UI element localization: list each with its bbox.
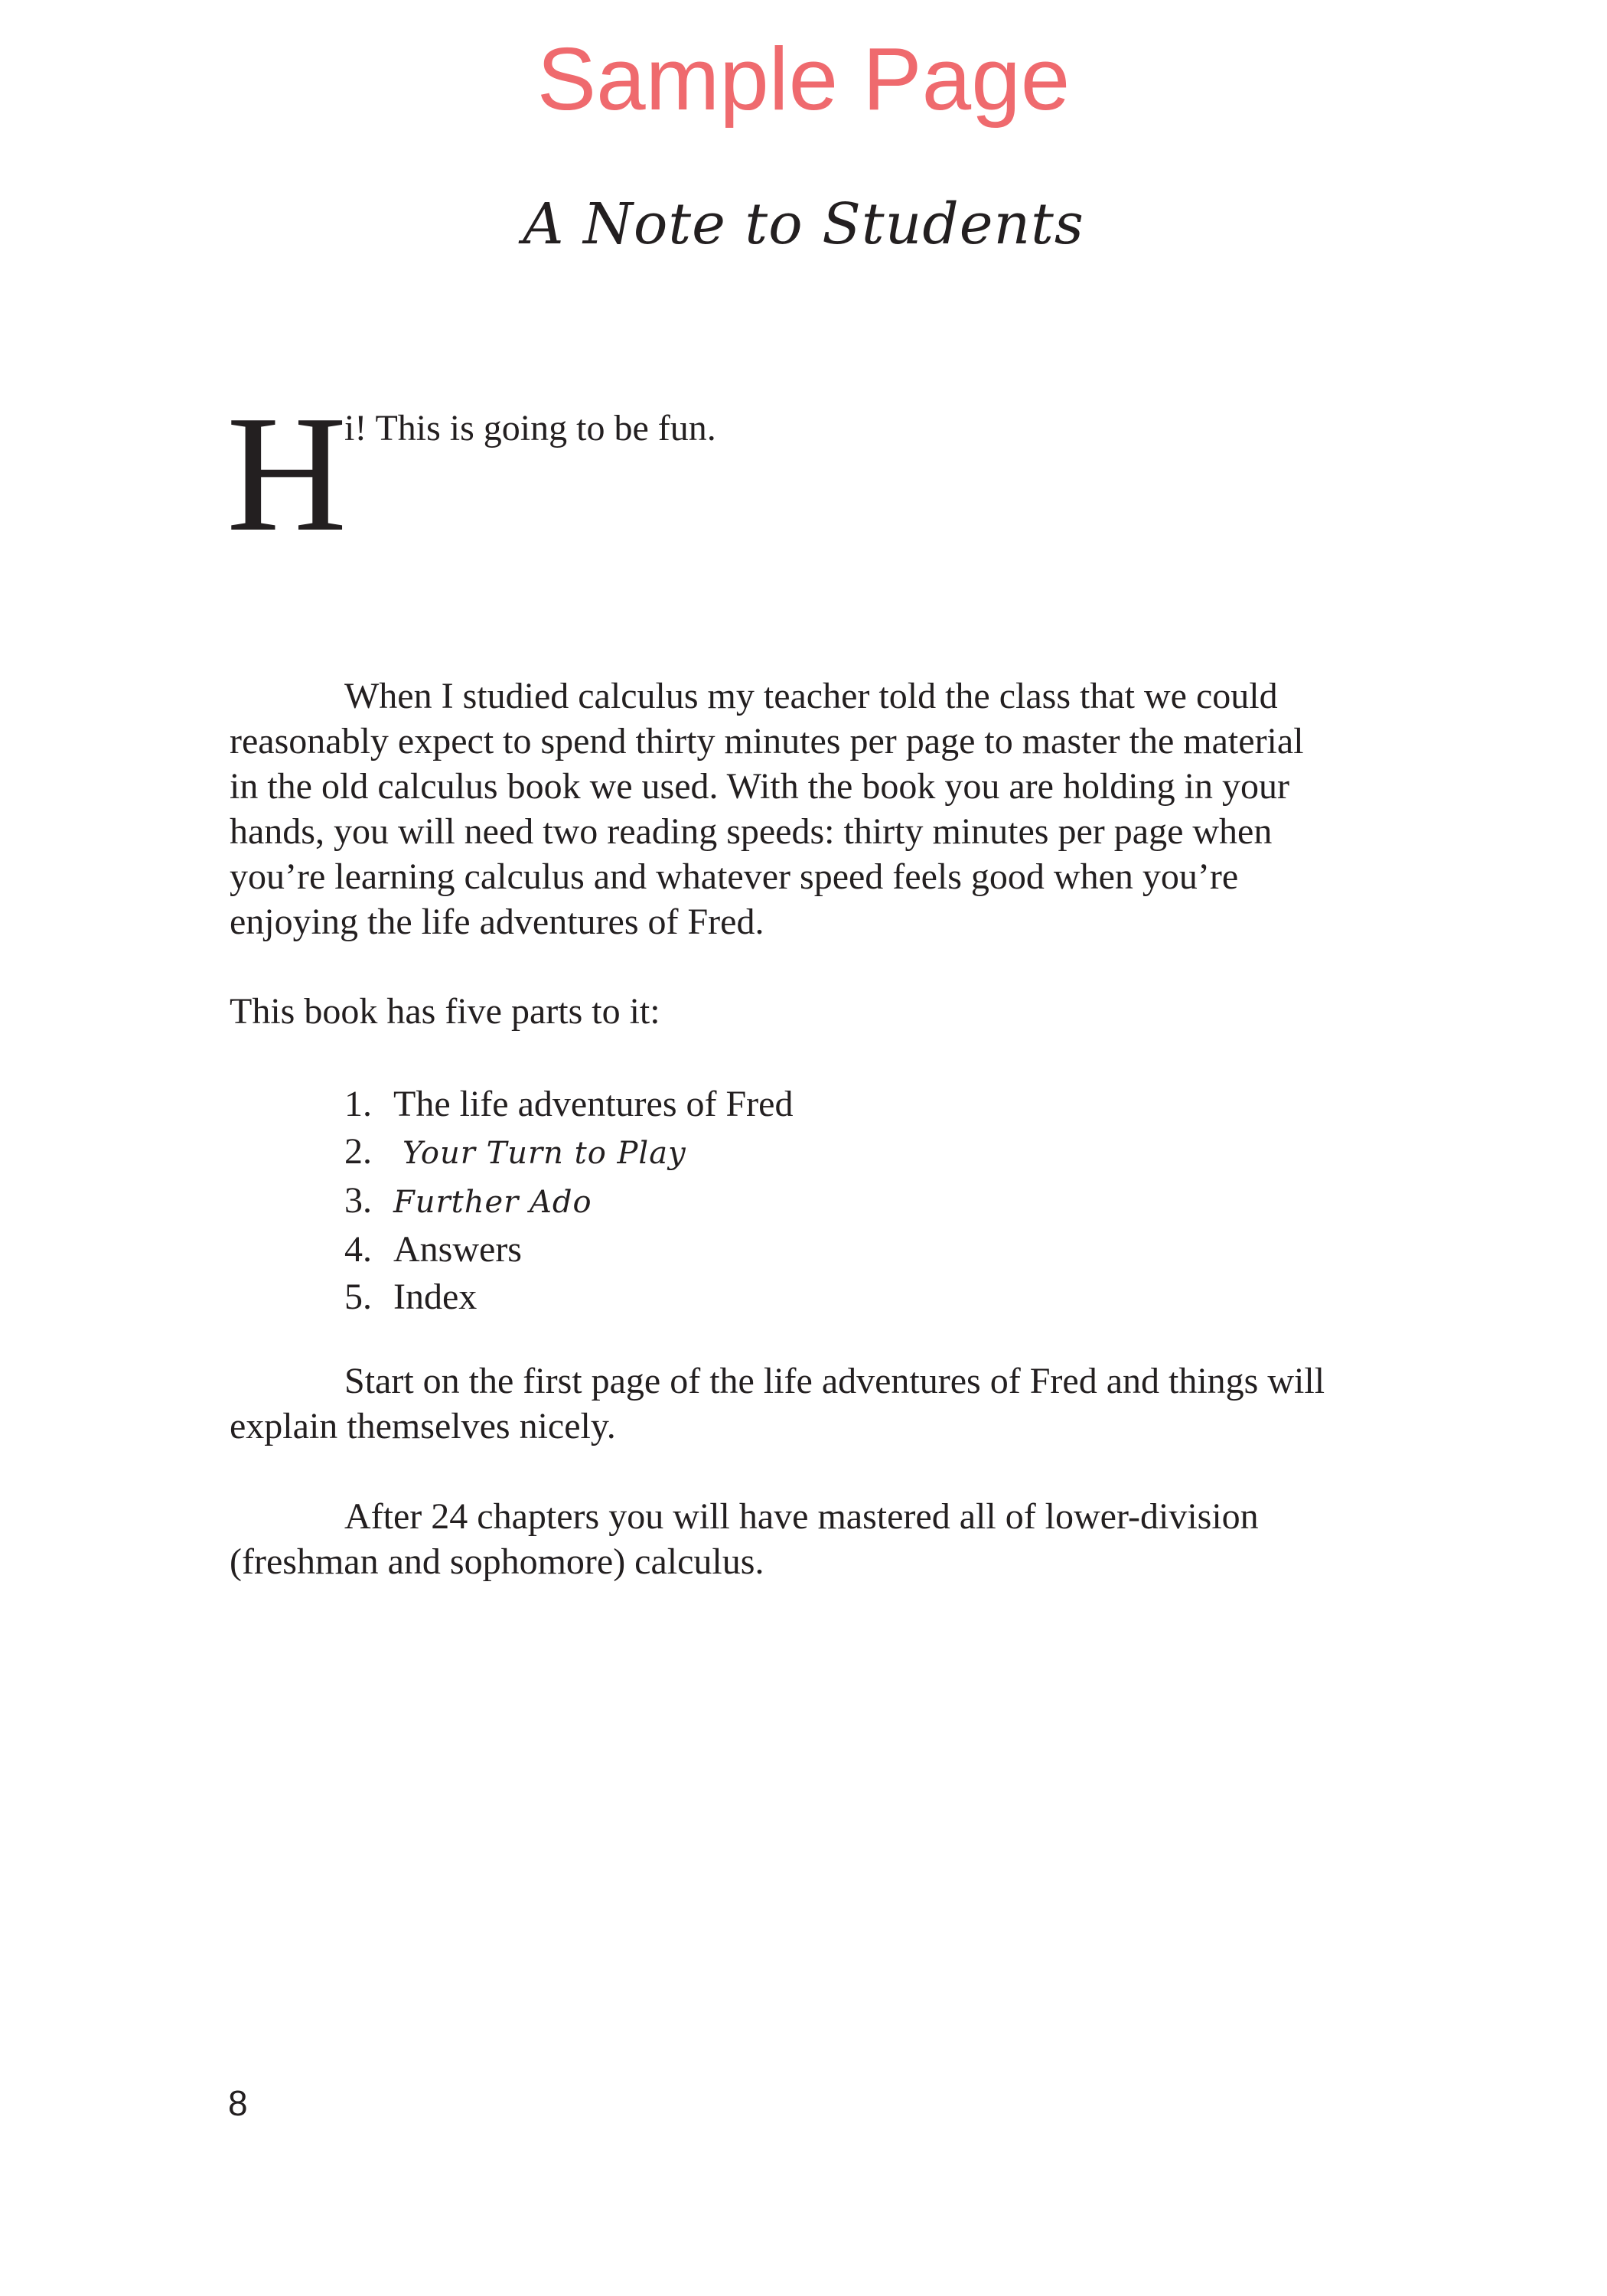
paragraph-start-reading [230, 1358, 1377, 1449]
paragraph-line: Start on the first page of the life adventures of Fred and things will [344, 1361, 1325, 1401]
list-item-number: 4. [344, 1229, 372, 1270]
paragraph-chapters [230, 1494, 1377, 1584]
list-item-text: Answers [393, 1229, 522, 1270]
sample-page-watermark: Sample Page [536, 29, 1071, 129]
list-item-number: 1. [344, 1084, 372, 1124]
paragraph-line: you’re learning calculus and whatever speed feels good when you’re [230, 856, 1239, 897]
paragraph-line: hands, you will need two reading speeds: thirty minutes per page when [230, 811, 1273, 852]
page-number: 8 [228, 2083, 248, 2123]
paragraph-line: When I studied calculus my teacher told the class that we could [344, 676, 1278, 716]
book-parts-intro: This book has five parts to it: [230, 991, 660, 1032]
list-item [344, 1274, 793, 1321]
list-item-text: Index [393, 1277, 478, 1317]
opening-line: i! This is going to be fun. [344, 408, 716, 448]
list-item [344, 1177, 793, 1226]
list-item [344, 1128, 793, 1177]
list-item-number: 5. [344, 1277, 372, 1317]
drop-cap: H [227, 382, 347, 566]
list-item-text: The life adventures of Fred [393, 1084, 794, 1124]
paragraph-line: After 24 chapters you will have mastered all of lower-division [344, 1496, 1259, 1537]
list-item [344, 1081, 793, 1128]
list-item-text: Further Ado [393, 1185, 592, 1220]
paragraph-line: in the old calculus book we used. With the book you are holding in your [230, 766, 1289, 807]
list-item [344, 1226, 793, 1274]
paragraph-line: reasonably expect to spend thirty minutes per page to master the material [230, 721, 1304, 762]
paragraph-calculus-reading-speeds [230, 673, 1377, 944]
book-parts-list [344, 1081, 793, 1321]
list-item-number: 3. [344, 1180, 372, 1221]
list-item-number: 2. [344, 1131, 372, 1172]
paragraph-line: explain themselves nicely. [230, 1406, 616, 1446]
paragraph-line: (freshman and sophomore) calculus. [230, 1541, 764, 1582]
paragraph-line: enjoying the life adventures of Fred. [230, 902, 764, 942]
chapter-title: A Note to Students [523, 191, 1084, 257]
list-item-text: Your Turn to Play [403, 1136, 686, 1171]
